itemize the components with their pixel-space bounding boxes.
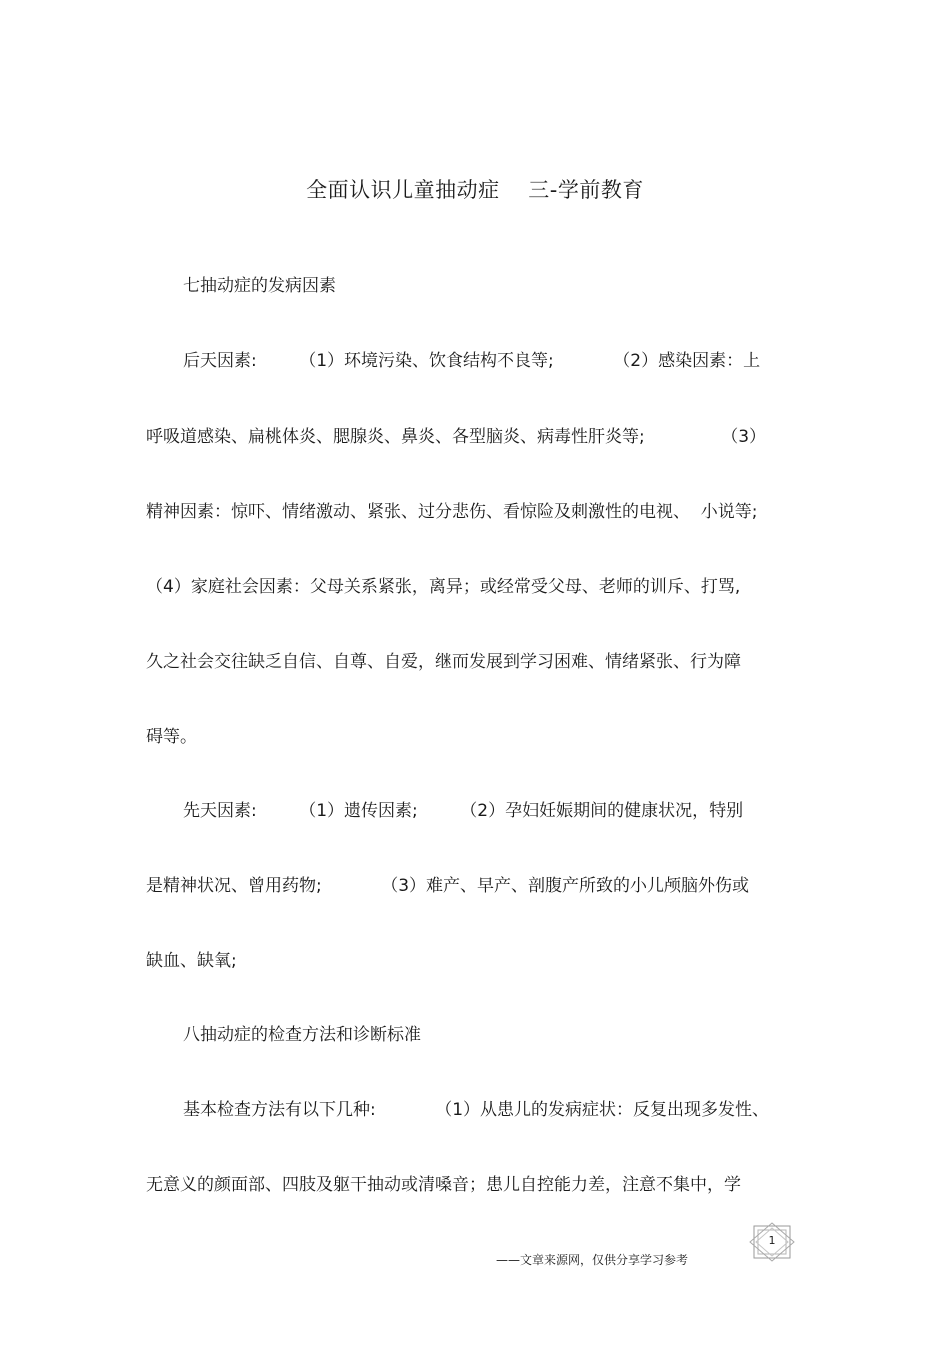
paragraph-line: （4）家庭社会因素：父母关系紧张，离异；或经常受父母、老师的训斥、打骂,: [146, 577, 741, 597]
paragraph-line: 基本检查方法有以下几种: （1）从患儿的发病症状：反复出现多发性、: [183, 1100, 770, 1120]
paragraph-line: 缺血、缺氧;: [146, 951, 237, 971]
page-number: 1: [768, 1234, 776, 1247]
paragraph-line: 呼吸道感染、扁桃体炎、腮腺炎、鼻炎、各型脑炎、病毒性肝炎等; （3）: [146, 427, 767, 447]
paragraph-line: 先天因素: （1）遗传因素; （2）孕妇妊娠期间的健康状况，特别: [183, 801, 744, 821]
paragraph-line: 后天因素: （1）环境污染、饮食结构不良等; （2）感染因素：上: [183, 351, 761, 371]
page-badge: [748, 1222, 796, 1262]
section-heading-diagnosis: 八抽动症的检查方法和诊断标准: [183, 1025, 421, 1045]
footer-source-note: ——文章来源网，仅供分享学习参考: [496, 1253, 689, 1267]
paragraph-line: 无意义的颜面部、四肢及躯干抽动或清嗓音；患儿自控能力差，注意不集中，学: [146, 1175, 741, 1195]
paragraph-line: 精神因素：惊吓、情绪激动、紧张、过分悲伤、看惊险及刺激性的电视、 小说等;: [146, 502, 758, 522]
paragraph-line: 碍等。: [146, 727, 197, 747]
paragraph-line: 是精神状况、曾用药物; （3）难产、早产、剖腹产所致的小儿颅脑外伤或: [146, 876, 750, 896]
section-heading-onset-factors: 七抽动症的发病因素: [183, 276, 336, 296]
paragraph-line: 久之社会交往缺乏自信、自尊、自爱，继而发展到学习困难、情绪紧张、行为障: [146, 652, 741, 672]
document-title: 全面认识儿童抽动症 三-学前教育: [306, 178, 644, 202]
